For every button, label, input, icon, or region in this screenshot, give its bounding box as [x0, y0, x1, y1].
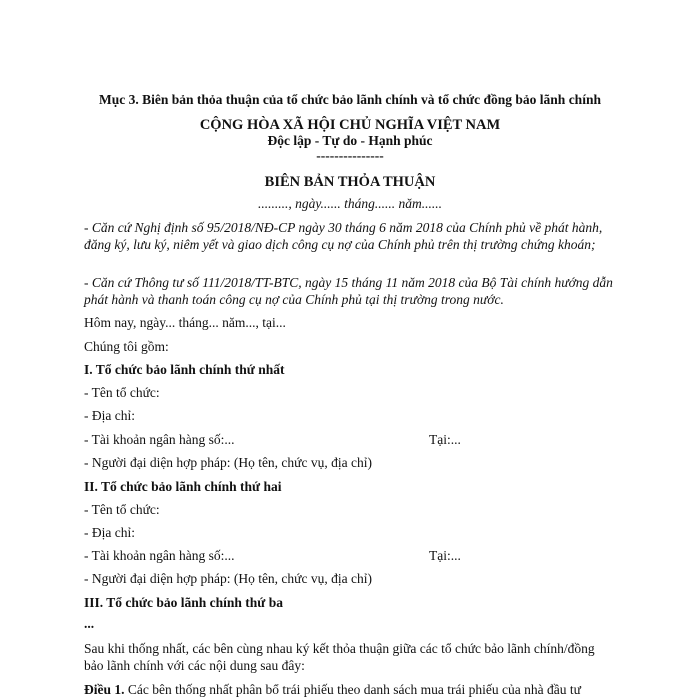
national-title: CỘNG HÒA XÃ HỘI CHỦ NGHĨA VIỆT NAM [199, 117, 501, 133]
party1-heading: I. Tổ chức bảo lãnh chính thứ nhất [84, 362, 285, 377]
article-1-label: Điều 1. [84, 682, 125, 697]
party3-ellipsis: ... [84, 616, 95, 631]
parties-intro: Chúng tôi gồm: [84, 339, 169, 354]
party1-address-field: - Địa chỉ: [84, 408, 135, 423]
party2-bank-field: Tại:... [429, 548, 461, 563]
separator: --------------- [316, 148, 384, 163]
legal-basis-circular: - Căn cứ Thông tư số 111/2018/TT-BTC, ngày 15 tháng 11 năm 2018 của Bộ Tài chính hướng dẫn phát hành và thanh toán công cụ nợ của Chính phủ tại thị trường trong nước. [84, 275, 613, 307]
article-1-text: Các bên thống nhất phân bổ trái phiếu theo danh sách mua trái phiếu của nhà đầu tư [124, 682, 581, 697]
party2-heading: II. Tổ chức bảo lãnh chính thứ hai [84, 479, 282, 494]
party2-name-field: - Tên tổ chức: [84, 502, 160, 517]
section-heading: Mục 3. Biên bản thỏa thuận của tổ chức bảo lãnh chính và tổ chức đồng bảo lãnh chính [99, 92, 601, 107]
party2-representative-field: - Người đại diện hợp pháp: (Họ tên, chức vụ, địa chỉ) [84, 571, 372, 586]
article-1 [84, 682, 581, 698]
agreement-intro: Sau khi thống nhất, các bên cùng nhau ký kết thỏa thuận giữa các tổ chức bảo lãnh chính/đồng bảo lãnh chính với các nội dung sau đây: [84, 641, 595, 673]
party2-address-field: - Địa chỉ: [84, 525, 135, 540]
date-line: ........., ngày...... tháng...... năm...... [257, 196, 443, 211]
party3-heading: III. Tổ chức bảo lãnh chính thứ ba [84, 595, 284, 610]
motto: Độc lập - Tự do - Hạnh phúc [267, 133, 433, 148]
party1-account-field: - Tài khoản ngân hàng số:... [84, 432, 235, 447]
today-line: Hôm nay, ngày... tháng... năm..., tại... [84, 315, 286, 330]
party1-bank-field: Tại:... [429, 432, 461, 447]
document-title: BIÊN BẢN THỎA THUẬN [264, 174, 436, 190]
legal-basis-decree: - Căn cứ Nghị định số 95/2018/NĐ-CP ngày 30 tháng 6 năm 2018 của Chính phủ về phát hành, đăng ký, lưu ký, niêm yết và giao dịch công cụ nợ của Chính phủ trên thị trường chứng khoán; [84, 220, 603, 252]
party1-representative-field: - Người đại diện hợp pháp: (Họ tên, chức vụ, địa chỉ) [84, 455, 372, 470]
party1-name-field: - Tên tổ chức: [84, 385, 160, 400]
party2-account-field: - Tài khoản ngân hàng số:... [84, 548, 235, 563]
